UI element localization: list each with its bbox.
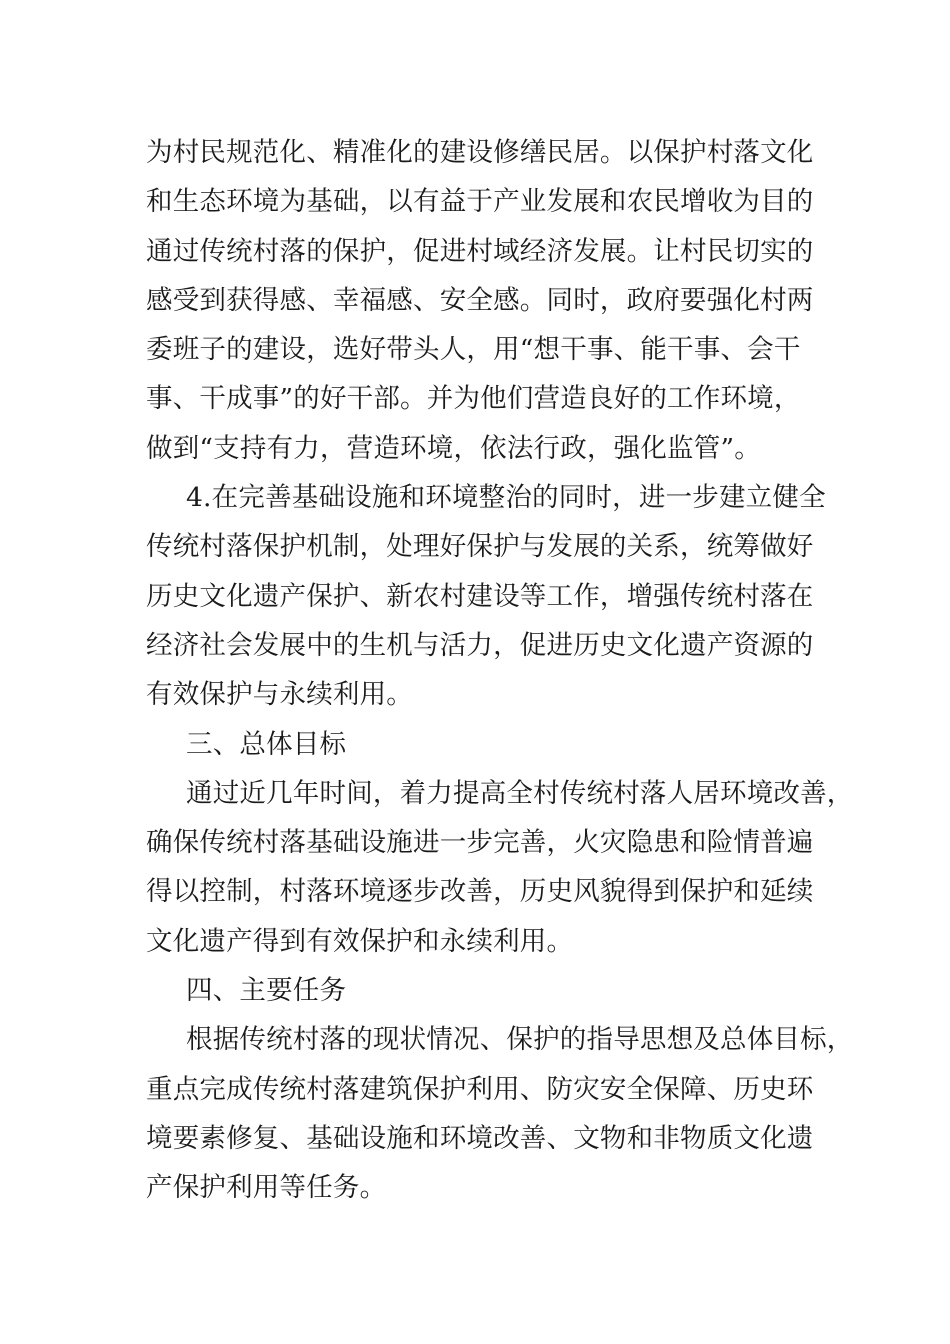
heading-text: 三、总体目标 (186, 728, 347, 760)
text-line: 做到“支持有力，营造环境，依法行政，强化监管”。 (146, 432, 761, 464)
text-line: 有效保护与永续利用。 (146, 679, 413, 711)
text-line: 文化遗产得到有效保护和永续利用。 (146, 925, 574, 957)
text-line: 得以控制，村落环境逐步改善，历史风貌得到保护和延续 (146, 876, 814, 908)
text-line: 境要素修复、基础设施和环境改善、文物和非物质文化遗 (146, 1122, 814, 1154)
text-line: 委班子的建设，选好带头人，用“想干事、能干事、会干 (146, 334, 801, 366)
paragraph-item-4 (146, 473, 826, 719)
text-line: 历史文化遗产保护、新农村建设等工作，增强传统村落在 (146, 580, 814, 612)
document-body (146, 128, 854, 1213)
text-line: 根据传统村落的现状情况、保护的指导思想及总体目标， (186, 1024, 854, 1056)
text-line: 经济社会发展中的生机与活力，促进历史文化遗产资源的 (146, 629, 814, 661)
text-line: 事、干成事”的好干部。并为他们营造良好的工作环境， (146, 383, 801, 415)
text-line: 传统村落保护机制，处理好保护与发展的关系，统筹做好 (146, 531, 814, 563)
section-heading-main-tasks (146, 966, 811, 1015)
text-line: 为村民规范化、精准化的建设修缮民居。以保护村落文化 (146, 137, 814, 168)
paragraph-overall-goals (146, 769, 854, 966)
section-heading-overall-goals (146, 720, 811, 769)
text-line: 重点完成传统村落建筑保护利用、防灾安全保障、历史环 (146, 1073, 814, 1105)
text-line: 通过近几年时间，着力提高全村传统村落人居环境改善， (186, 777, 854, 809)
text-line: 确保传统村落基础设施进一步完善，火灾隐患和险情普遍 (146, 827, 814, 859)
text-line: 感受到获得感、幸福感、安全感。同时，政府要强化村两 (146, 284, 814, 316)
text-line: 产保护利用等任务。 (146, 1172, 387, 1204)
text-line: 通过传统村落的保护，促进村域经济发展。让村民切实的 (146, 235, 814, 267)
heading-text: 四、主要任务 (186, 975, 347, 1007)
text-line: 4.在完善基础设施和环境整治的同时，进一步建立健全 (186, 482, 826, 514)
text-line: 和生态环境为基础，以有益于产业发展和农民增收为目的 (146, 186, 814, 218)
paragraph-continuation (146, 128, 814, 473)
paragraph-main-tasks (146, 1015, 854, 1212)
